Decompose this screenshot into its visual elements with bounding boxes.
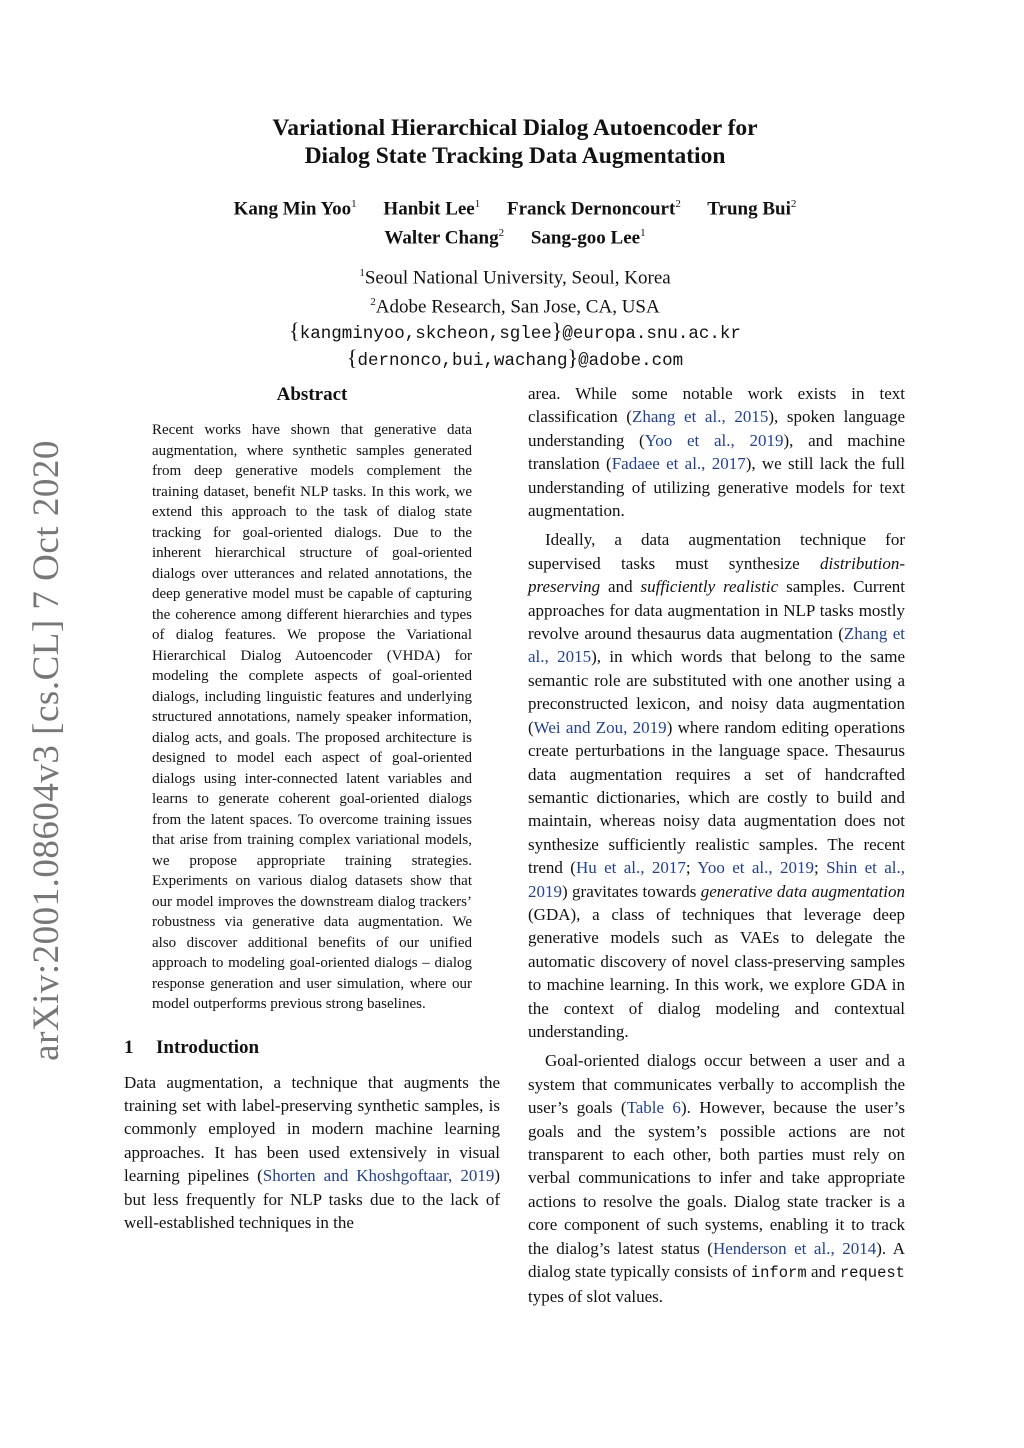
author-affiliation-mark: 2 <box>498 227 505 240</box>
title-line-1: Variational Hierarchical Dialog Autoencoder for <box>272 115 758 141</box>
author-affiliation-mark: 1 <box>474 198 481 210</box>
body-paragraph: Goal-oriented dialogs occur between a user and a system that communicates verbally to accomplish the user’s goals (Table 6). However, because the user’s goals and the system’s possible actions are not transparent to each other, both parties must rely on verbal communications to infer and take appropriate actions to resolve the goals. Dialog state tracker is a core component of such systems, enabling it to track the dialog’s latest status (Henderson et al., 2014). A dialog state typically consists of inform and request types of slot values. <box>528 1051 906 1307</box>
paper-title <box>110 114 920 170</box>
author-name: Trung Bui <box>707 198 791 220</box>
citation-link[interactable]: Shin et al., 2019 <box>528 858 906 901</box>
author-name: Kang Min Yoo <box>233 198 352 220</box>
arxiv-identifier-text: arXiv:2001.08604v3 [cs.CL] 7 Oct 2020 <box>25 439 67 1061</box>
email-line: {dernonco,bui,wachang}@adobe.com <box>346 345 684 372</box>
author-name: Walter Chang <box>384 227 499 249</box>
section-heading: 1 Introduction <box>124 1036 260 1058</box>
author-name: Hanbit Lee <box>383 198 475 220</box>
citation-link[interactable]: Zhang et al., 2015 <box>631 407 769 427</box>
citation-link[interactable]: Henderson et al., 2014 <box>712 1238 877 1258</box>
affiliation-line: $^1$Seoul National University, Seoul, Korea <box>359 266 671 288</box>
author-row-1 <box>110 192 920 221</box>
author-name: Sang-goo Lee <box>530 227 641 249</box>
body-paragraph: area. While some notable work exists in text classification (Zhang et al., 2015), spoken language understanding (Yoo et al., 2019), and machine translation (Fadaee et al., 2017), we still lack the full understanding of utilizing generative models for text augmentation. <box>528 384 906 521</box>
citation-link[interactable]: Wei and Zou, 2019 <box>533 717 667 737</box>
citation-link[interactable]: Fadaee et al., 2017 <box>611 454 746 474</box>
email-line: {kangminyoo,skcheon,sglee}@europa.snu.ac.kr <box>289 318 741 345</box>
citation-link[interactable]: Yoo et al., 2019 <box>644 430 784 450</box>
author-affiliation-mark: 2 <box>675 198 681 210</box>
title-line-2: Dialog State Tracking Data Augmentation <box>304 143 726 169</box>
author-row-2 <box>110 221 920 250</box>
author-affiliation-mark: 1 <box>351 198 357 210</box>
author-name: Franck Dernoncourt <box>506 198 676 220</box>
affiliation-line: $^2$Adobe Research, San Jose, CA, USA <box>370 295 660 318</box>
abstract-text: Recent works have shown that generative data augmentation, where synthetic samples generated from deep generative models complement the training dataset, benefit NLP tasks. In this work, we extend this approach to the task of dialog state tracking for goal-oriented dialogs. Due to the inherent hierarchical structure of goal-oriented dialogs over utterances and related annotations, the deep generative model must be capable of capturing the coherence among different hierarchies and types of dialog features. We propose the Variational Hierarchical Dialog Autoencoder (VHDA) for modeling the complete aspects of goal-oriented dialogs, including linguistic features and underlying structured annotations, namely speaker information, dialog acts, and goals. The proposed architecture is designed to model each aspect of goal-oriented dialogs using inter-connected latent variables and learns to generate coherent goal-oriented dialogs from the latent spaces. To overcome training issues that arise from training complex variational models, we propose appropriate training strategies. Experiments on various dialog datasets show that our model improves the downstream dialog trackers’ robustness via generative data augmentation. We also discover additional benefits of our unified approach to modeling goal-oriented dialogs – dialog response generation and user simulation, where our model outperforms previous strong baselines. <box>152 422 472 1012</box>
left-column <box>124 382 500 1234</box>
table-reference-link[interactable]: Table 6 <box>626 1098 681 1118</box>
author-affiliation-mark: 2 <box>790 198 797 210</box>
right-column <box>528 382 905 1309</box>
intro-paragraph: Data augmentation, a technique that augments the training set with label-preserving synthetic samples, is commonly employed in modern machine learning approaches. It has been used extensively in visual learning pipelines (Shorten and Khoshgoftaar, 2019) but less frequently for NLP tasks due to the lack of well-established techniques in the <box>124 1072 500 1232</box>
code-term: request <box>839 1264 905 1283</box>
citation-link[interactable]: Yoo et al., 2019 <box>697 858 814 878</box>
arxiv-identifier <box>22 439 70 1061</box>
citation-link[interactable]: Zhang et al., 2015 <box>528 624 905 667</box>
affiliations <box>110 261 920 374</box>
citation-link[interactable]: Shorten and Khoshgoftaar, 2019 <box>262 1166 495 1186</box>
citation-link[interactable]: Hu et al., 2017 <box>575 858 686 878</box>
paper-header <box>110 114 920 373</box>
author-list <box>110 192 920 251</box>
abstract-heading: Abstract <box>276 384 348 405</box>
body-paragraph: Ideally, a data augmentation technique for supervised tasks must synthesize distribution-preserving and sufficiently realistic samples. Current approaches for data augmentation in NLP tasks mostly revolve around thesaurus data augmentation (Zhang et al., 2015), in which words that belong to the same semantic role are substituted with one another using a preconstructed lexicon, and noisy data augmentation (Wei and Zou, 2019) where random editing operations create perturbations in the language space. Thesaurus data augmentation requires a set of handcrafted semantic dictionaries, which are costly to build and maintain, whereas noisy data augmentation does not synthesize sufficiently realistic samples. The recent trend (Hu et al., 2017; Yoo et al., 2019; Shin et al., 2019) gravitates towards generative data augmentation (GDA), a class of techniques that leverage deep generative models such as VAEs to delegate the automatic discovery of novel class-preserving samples to machine learning. In this work, we explore GDA in the context of dialog modeling and contextual understanding. <box>528 530 906 1041</box>
author-affiliation-mark: 1 <box>640 227 646 240</box>
code-term: inform <box>750 1264 807 1283</box>
